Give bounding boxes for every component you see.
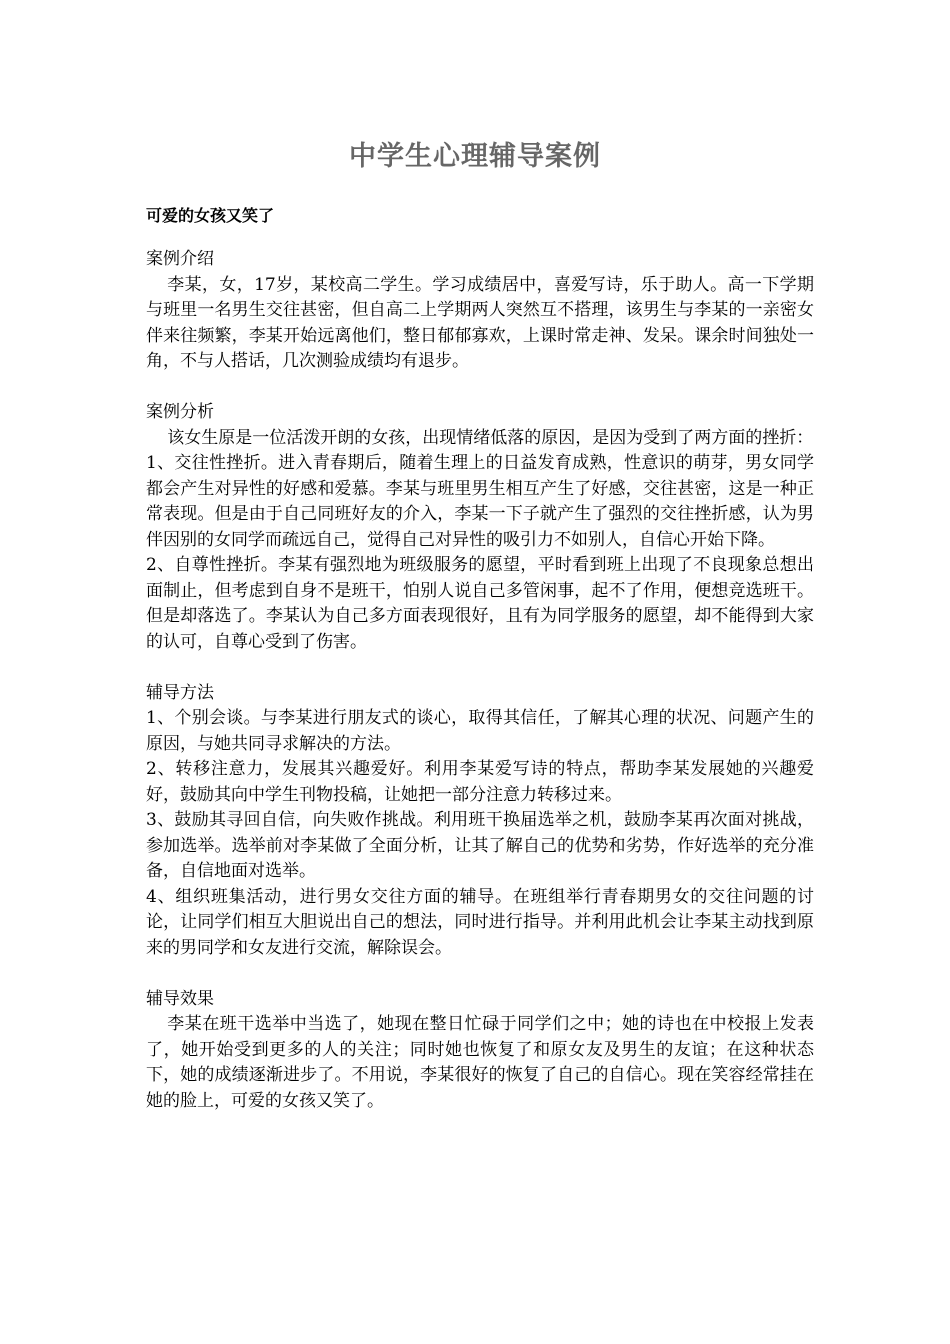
document-title: 中学生心理辅导案例 [349, 141, 601, 172]
paragraph: 李某在班干选举中当选了，她现在整日忙碌于同学们之中；她的诗也在中校报上发表了，她开始受到更多的人的关注；同时她也恢复了和原女友及男生的友谊；在这种状态下，她的成绩逐渐进步了。不用说，李某很好的恢复了自己的自信心。现在笑容经常挂在她的脸上，可爱的女孩又笑了。 [146, 1014, 814, 1111]
section-heading-counseling-methods: 辅导方法 [146, 682, 214, 703]
section-heading-case-analysis: 案例分析 [146, 402, 214, 422]
document-body [146, 247, 814, 1114]
paragraph: 该女生原是一位活泼开朗的女孩，出现情绪低落的原因，是因为受到了两方面的挫折： [167, 427, 814, 448]
paragraph: 李某，女，17岁，某校高二学生。学习成绩居中，喜爱写诗，乐于助人。高一下学期与班里一名男生交往甚密，但自高二上学期两人突然互不搭理，该男生与李某的一亲密女伴来往频繁，李某开始远离他们，整日郁郁寡欢，上课时常走神、发呆。课余时间独处一角，不与人搭话，几次测验成绩均有退步。 [146, 274, 814, 371]
section-heading-case-intro: 案例介绍 [146, 249, 214, 269]
section-heading-counseling-results: 辅导效果 [146, 988, 214, 1009]
list-paragraph: 4、组织班集活动，进行男女交往方面的辅导。在班组举行青春期男女的交往问题的讨论，让同学们相互大胆说出自己的想法，同时进行指导。并利用此机会让李某主动找到原来的男同学和女友进行交流，解除误会。 [146, 886, 814, 958]
list-paragraph: 3、鼓励其寻回自信，向失败作挑战。利用班干换届选举之机，鼓励李某再次面对挑战，参加选举。选举前对李某做了全面分析，让其了解自己的优势和劣势，作好选举的充分准备，自信地面对选举。 [146, 810, 814, 881]
list-paragraph: 2、自尊性挫折。李某有强烈地为班级服务的愿望，平时看到班上出现了不良现象总想出面制止，但考虑到自身不是班干，怕别人说自己多管闲事，起不了作用，便想竞选班干。但是却落选了。李某认为自己多方面表现很好，且有为同学服务的愿望，却不能得到大家的认可，自尊心受到了伤害。 [146, 555, 814, 652]
case-subtitle: 可爱的女孩又笑了 [146, 206, 275, 225]
list-paragraph: 1、个别会谈。与李某进行朋友式的谈心，取得其信任，了解其心理的状况、问题产生的原因，与她共同寻求解决的方法。 [146, 708, 814, 754]
list-paragraph: 2、转移注意力，发展其兴趣爱好。利用李某爱写诗的特点，帮助李某发展她的兴趣爱好，鼓励其向中学生刊物投稿，让她把一部分注意力转移过来。 [146, 759, 814, 805]
list-paragraph: 1、交往性挫折。进入青春期后，随着生理上的日益发育成熟，性意识的萌芽，男女同学都会产生对异性的好感和爱慕。李某与班里男生相互产生了好感，交往甚密，这是一种正常表现。但是由于自己同班好友的介入，李某一下子就产生了强烈的交往挫折感，认为男伴因别的女同学而疏远自己，觉得自己对异性的吸引力不如别人，自信心开始下降。 [146, 453, 814, 550]
